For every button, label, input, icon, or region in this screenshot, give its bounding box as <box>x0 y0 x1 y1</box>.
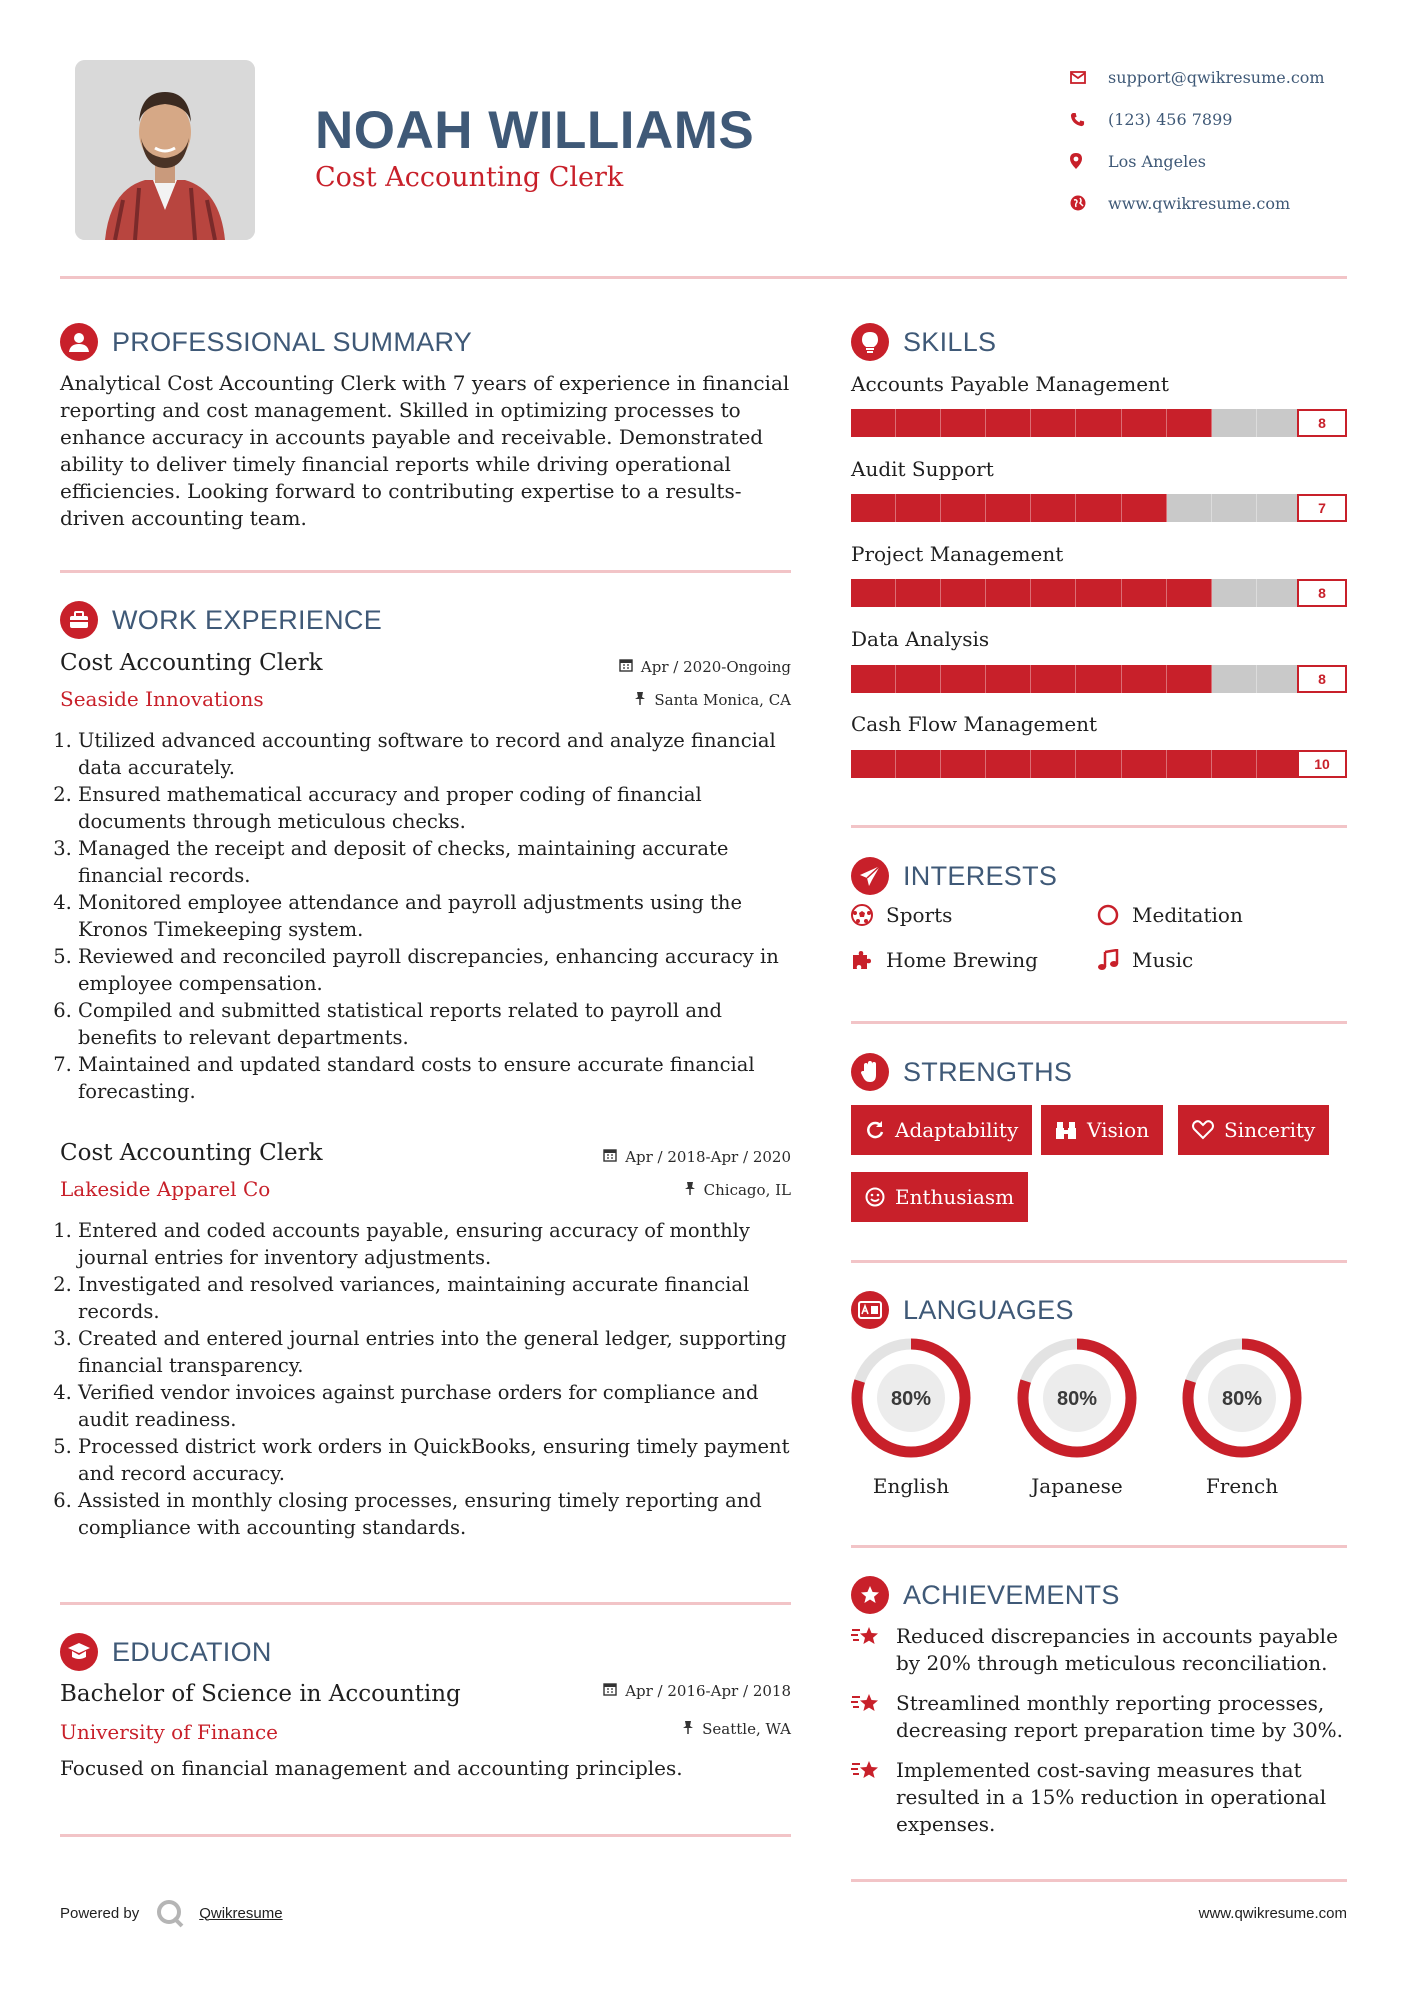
education-dates <box>603 1682 791 1700</box>
skill-segment <box>896 494 941 522</box>
skill-segment <box>1257 750 1302 778</box>
language-english-ring <box>849 1336 973 1460</box>
job-1-bullets <box>60 727 800 1105</box>
job-1-dates <box>619 658 791 676</box>
list-item: 5. Reviewed and reconciled payroll discrepancies, enhancing accuracy in employee compensation. <box>78 943 800 997</box>
pushpin-icon <box>684 1181 696 1199</box>
contact-location-text: Los Angeles <box>1108 151 1206 171</box>
skill-3-bar <box>851 579 1347 607</box>
list-item: 4. Verified vendor invoices against purchase orders for compliance and audit readiness. <box>78 1379 800 1433</box>
skill-segment <box>1167 665 1212 693</box>
strength-enthusiasm-label: Enthusiasm <box>895 1185 1015 1209</box>
skill-5-bar <box>851 750 1347 778</box>
education-location-text: Seattle, WA <box>702 1720 791 1738</box>
education-title: EDUCATION <box>112 1636 272 1667</box>
education-description: Focused on financial management and accounting principles. <box>60 1756 683 1780</box>
binoculars-icon <box>1055 1120 1077 1140</box>
contact-website[interactable] <box>1070 182 1390 224</box>
envelope-icon <box>1070 71 1108 84</box>
skill-2-name: Audit Support <box>851 457 994 481</box>
skill-1-track <box>851 409 1347 437</box>
skill-2-value: 7 <box>1297 494 1347 522</box>
skill-segment <box>986 494 1031 522</box>
graduation-cap-icon <box>60 1633 98 1671</box>
skill-segment <box>851 579 896 607</box>
skill-segment <box>896 579 941 607</box>
strengths-divider <box>851 1260 1347 1263</box>
skill-segment <box>1167 494 1212 522</box>
skill-5-name: Cash Flow Management <box>851 712 1098 736</box>
skill-segment <box>1212 665 1257 693</box>
skill-segment <box>1212 494 1257 522</box>
skill-3-name: Project Management <box>851 542 1064 566</box>
achievements-divider <box>851 1879 1347 1882</box>
interest-home-brewing-label: Home Brewing <box>886 948 1038 972</box>
skill-segment <box>1122 665 1167 693</box>
calendar-icon <box>603 1148 617 1166</box>
job-1-title: Cost Accounting Clerk <box>60 650 323 676</box>
puzzle-icon <box>851 949 886 971</box>
skill-segment <box>941 579 986 607</box>
skill-segment <box>1031 494 1076 522</box>
contact-email[interactable] <box>1070 56 1390 98</box>
music-note-icon <box>1097 949 1132 971</box>
skill-segment <box>1076 579 1121 607</box>
skill-segment <box>1076 409 1121 437</box>
achievement-3-text: Implemented cost-saving measures that resulted in a 15% reduction in operational expenses. <box>896 1758 1327 1836</box>
list-item: 5. Processed district work orders in QuickBooks, ensuring timely payment and record accuracy. <box>78 1433 800 1487</box>
lightbulb-icon <box>851 323 889 361</box>
skill-3-track <box>851 579 1347 607</box>
candidate-title: Cost Accounting Clerk <box>315 162 624 193</box>
job-1-location <box>634 691 791 709</box>
achievements-heading <box>851 1576 1120 1614</box>
strength-vision <box>1041 1105 1163 1155</box>
skill-1-bar <box>851 409 1347 437</box>
language-japanese <box>1015 1336 1139 1498</box>
strengths-title: STRENGTHS <box>903 1056 1073 1087</box>
summary-heading <box>60 323 472 361</box>
skill-3-value: 8 <box>1297 579 1347 607</box>
powered-by-label: Powered by <box>60 1904 140 1922</box>
interests-title: INTERESTS <box>903 860 1058 891</box>
skills-divider <box>851 825 1347 828</box>
globe-icon <box>1070 195 1108 211</box>
map-pin-icon <box>1070 153 1108 169</box>
job-2-location <box>684 1181 791 1199</box>
education-school: University of Finance <box>60 1720 278 1744</box>
interest-sports-label: Sports <box>886 903 953 927</box>
skill-2-bar <box>851 494 1347 522</box>
qwikresume-logo-icon <box>155 1898 185 1928</box>
skill-segment <box>941 665 986 693</box>
skill-segment <box>1212 409 1257 437</box>
skill-segment <box>941 494 986 522</box>
skill-segment <box>1031 409 1076 437</box>
language-english-percent: 80% <box>890 1388 932 1410</box>
header-divider <box>60 276 1347 279</box>
skill-4-bar <box>851 665 1347 693</box>
contact-list <box>1070 56 1390 224</box>
list-item: 1. Utilized advanced accounting software to record and analyze financial data accurately. <box>78 727 800 781</box>
skills-title: SKILLS <box>903 326 997 357</box>
contact-location <box>1070 140 1390 182</box>
job-2-dates <box>603 1148 791 1166</box>
list-item: 2. Ensured mathematical accuracy and proper coding of financial documents through meticulous checks. <box>78 781 800 835</box>
language-french-ring <box>1180 1336 1304 1460</box>
language-icon <box>851 1291 889 1329</box>
strength-adaptability <box>851 1105 1032 1155</box>
achievement-3 <box>851 1757 1351 1838</box>
education-location <box>682 1720 791 1738</box>
job-2-company: Lakeside Apparel Co <box>60 1177 271 1201</box>
interests-heading <box>851 857 1057 895</box>
star-icon <box>851 1757 896 1838</box>
language-french <box>1180 1336 1304 1498</box>
languages-heading <box>851 1291 1074 1329</box>
footer-powered-by <box>60 1898 283 1928</box>
skill-segment <box>1257 409 1302 437</box>
summary-text: Analytical Cost Accounting Clerk with 7 years of experience in financial reporting and cost management. Skilled in optimizing processes to enhance accuracy in accounts payable and receivable. Demonstrated ability to deliver timely financial reports while driving operational efficiencies. Looking forward to contributing expertise to a results-driven accounting team. <box>60 371 790 530</box>
achievements-title: ACHIEVEMENTS <box>903 1579 1120 1610</box>
strength-adaptability-label: Adaptability <box>895 1118 1019 1142</box>
skill-segment <box>1167 409 1212 437</box>
skill-segment <box>1257 494 1302 522</box>
achievement-1-text: Reduced discrepancies in accounts payable by 20% through meticulous reconciliation. <box>896 1624 1338 1675</box>
language-japanese-ring <box>1015 1336 1139 1460</box>
interest-music-label: Music <box>1132 948 1194 972</box>
job-2-location-text: Chicago, IL <box>703 1181 791 1199</box>
language-french-label: French <box>1205 1474 1279 1498</box>
skill-segment <box>1076 494 1121 522</box>
job-2-bullets <box>60 1217 800 1541</box>
strength-vision-label: Vision <box>1087 1118 1150 1142</box>
contact-phone-text: (123) 456 7899 <box>1108 109 1233 129</box>
footer-website[interactable]: www.qwikresume.com <box>1198 1905 1347 1922</box>
interest-meditation-label: Meditation <box>1132 903 1243 927</box>
achievement-2-text: Streamlined monthly reporting processes, decreasing report preparation time by 30%. <box>896 1691 1344 1742</box>
language-japanese-percent: 80% <box>1056 1388 1098 1410</box>
skill-segment <box>896 409 941 437</box>
education-degree: Bachelor of Science in Accounting <box>60 1681 461 1707</box>
job-2-title: Cost Accounting Clerk <box>60 1140 323 1166</box>
list-item: 3. Created and entered journal entries into the general ledger, supporting financial transparency. <box>78 1325 800 1379</box>
interest-home-brewing <box>851 948 1038 972</box>
skill-segment <box>986 750 1031 778</box>
circle-icon <box>1097 904 1132 926</box>
experience-divider <box>60 1602 791 1605</box>
skill-1-value: 8 <box>1297 409 1347 437</box>
briefcase-icon <box>60 601 98 639</box>
calendar-icon <box>603 1682 617 1700</box>
experience-heading <box>60 601 382 639</box>
soccer-ball-icon <box>851 904 886 926</box>
education-dates-text: Apr / 2016-Apr / 2018 <box>625 1682 791 1700</box>
skill-segment <box>851 494 896 522</box>
strengths-heading <box>851 1053 1072 1091</box>
skill-5-track <box>851 750 1347 778</box>
list-item: 3. Managed the receipt and deposit of checks, maintaining accurate financial records. <box>78 835 800 889</box>
language-english-label: English <box>872 1474 950 1498</box>
job-1-company: Seaside Innovations <box>60 687 264 711</box>
skill-segment <box>851 665 896 693</box>
skill-segment <box>1031 750 1076 778</box>
skill-segment <box>986 665 1031 693</box>
skill-segment <box>941 409 986 437</box>
job-2-dates-text: Apr / 2018-Apr / 2020 <box>625 1148 791 1166</box>
experience-title: WORK EXPERIENCE <box>112 604 383 635</box>
languages-title: LANGUAGES <box>903 1294 1074 1325</box>
skill-segment <box>1212 579 1257 607</box>
skill-segment <box>986 409 1031 437</box>
heart-icon <box>1192 1120 1214 1140</box>
user-icon <box>60 323 98 361</box>
skill-segment <box>1257 579 1302 607</box>
summary-divider <box>60 570 791 573</box>
strength-sincerity <box>1178 1105 1329 1155</box>
interest-meditation <box>1097 903 1243 927</box>
list-item: 6. Assisted in monthly closing processes, ensuring timely reporting and compliance with accounting standards. <box>78 1487 800 1541</box>
skill-segment <box>1257 665 1302 693</box>
skill-4-value: 8 <box>1297 665 1347 693</box>
skill-4-name: Data Analysis <box>851 627 990 651</box>
strength-sincerity-label: Sincerity <box>1224 1118 1316 1142</box>
skill-segment <box>1212 750 1257 778</box>
hand-icon <box>851 1053 889 1091</box>
job-1-location-text: Santa Monica, CA <box>654 691 791 709</box>
skill-2-track <box>851 494 1347 522</box>
skill-segment <box>941 750 986 778</box>
interests-divider <box>851 1021 1347 1024</box>
achievement-1 <box>851 1623 1351 1677</box>
language-french-percent: 80% <box>1221 1388 1263 1410</box>
interest-music <box>1097 948 1193 972</box>
list-item: 2. Investigated and resolved variances, maintaining accurate financial records. <box>78 1271 800 1325</box>
skill-4-track <box>851 665 1347 693</box>
list-item: 4. Monitored employee attendance and payroll adjustments using the Kronos Timekeeping system. <box>78 889 800 943</box>
pushpin-icon <box>634 691 646 709</box>
star-icon <box>851 1690 896 1744</box>
calendar-icon <box>619 658 633 676</box>
skill-segment <box>896 665 941 693</box>
job-1-dates-text: Apr / 2020-Ongoing <box>640 658 791 676</box>
languages-divider <box>851 1545 1347 1548</box>
skill-segment <box>1122 750 1167 778</box>
contact-email-text: support@qwikresume.com <box>1108 67 1325 87</box>
list-item: 6. Compiled and submitted statistical reports related to payroll and benefits to relevant departments. <box>78 997 800 1051</box>
skill-segment <box>1122 494 1167 522</box>
candidate-name: NOAH WILLIAMS <box>315 101 755 160</box>
refresh-icon <box>865 1120 885 1140</box>
skill-segment <box>1167 579 1212 607</box>
skill-segment <box>1076 665 1121 693</box>
paper-plane-icon <box>851 857 889 895</box>
achievement-2 <box>851 1690 1351 1744</box>
language-english <box>849 1336 973 1498</box>
strength-enthusiasm <box>851 1172 1028 1222</box>
pushpin-icon <box>682 1720 694 1738</box>
education-heading <box>60 1633 272 1671</box>
skill-segment <box>1031 665 1076 693</box>
skill-segment <box>1076 750 1121 778</box>
contact-website-text: www.qwikresume.com <box>1108 193 1291 213</box>
qwikresume-link[interactable]: Qwikresume <box>199 1904 283 1922</box>
contact-phone[interactable] <box>1070 98 1390 140</box>
skill-1-name: Accounts Payable Management <box>851 372 1169 396</box>
education-divider <box>60 1834 791 1837</box>
list-item: 7. Maintained and updated standard costs to ensure accurate financial forecasting. <box>78 1051 800 1105</box>
smile-icon <box>865 1187 885 1207</box>
language-japanese-label: Japanese <box>1031 1474 1123 1498</box>
star-icon <box>851 1623 896 1677</box>
list-item: 1. Entered and coded accounts payable, ensuring accuracy of monthly journal entries for inventory adjustments. <box>78 1217 800 1271</box>
skill-segment <box>1122 579 1167 607</box>
phone-icon <box>1070 112 1108 127</box>
summary-title: PROFESSIONAL SUMMARY <box>112 326 473 357</box>
interest-sports <box>851 903 952 927</box>
skill-segment <box>1031 579 1076 607</box>
skill-segment <box>896 750 941 778</box>
skill-segment <box>1167 750 1212 778</box>
skill-segment <box>851 750 896 778</box>
skill-segment <box>986 579 1031 607</box>
profile-photo <box>75 60 255 240</box>
star-badge-icon <box>851 1576 889 1614</box>
skill-segment <box>1122 409 1167 437</box>
skill-5-value: 10 <box>1297 750 1347 778</box>
skill-segment <box>851 409 896 437</box>
skills-heading <box>851 323 996 361</box>
